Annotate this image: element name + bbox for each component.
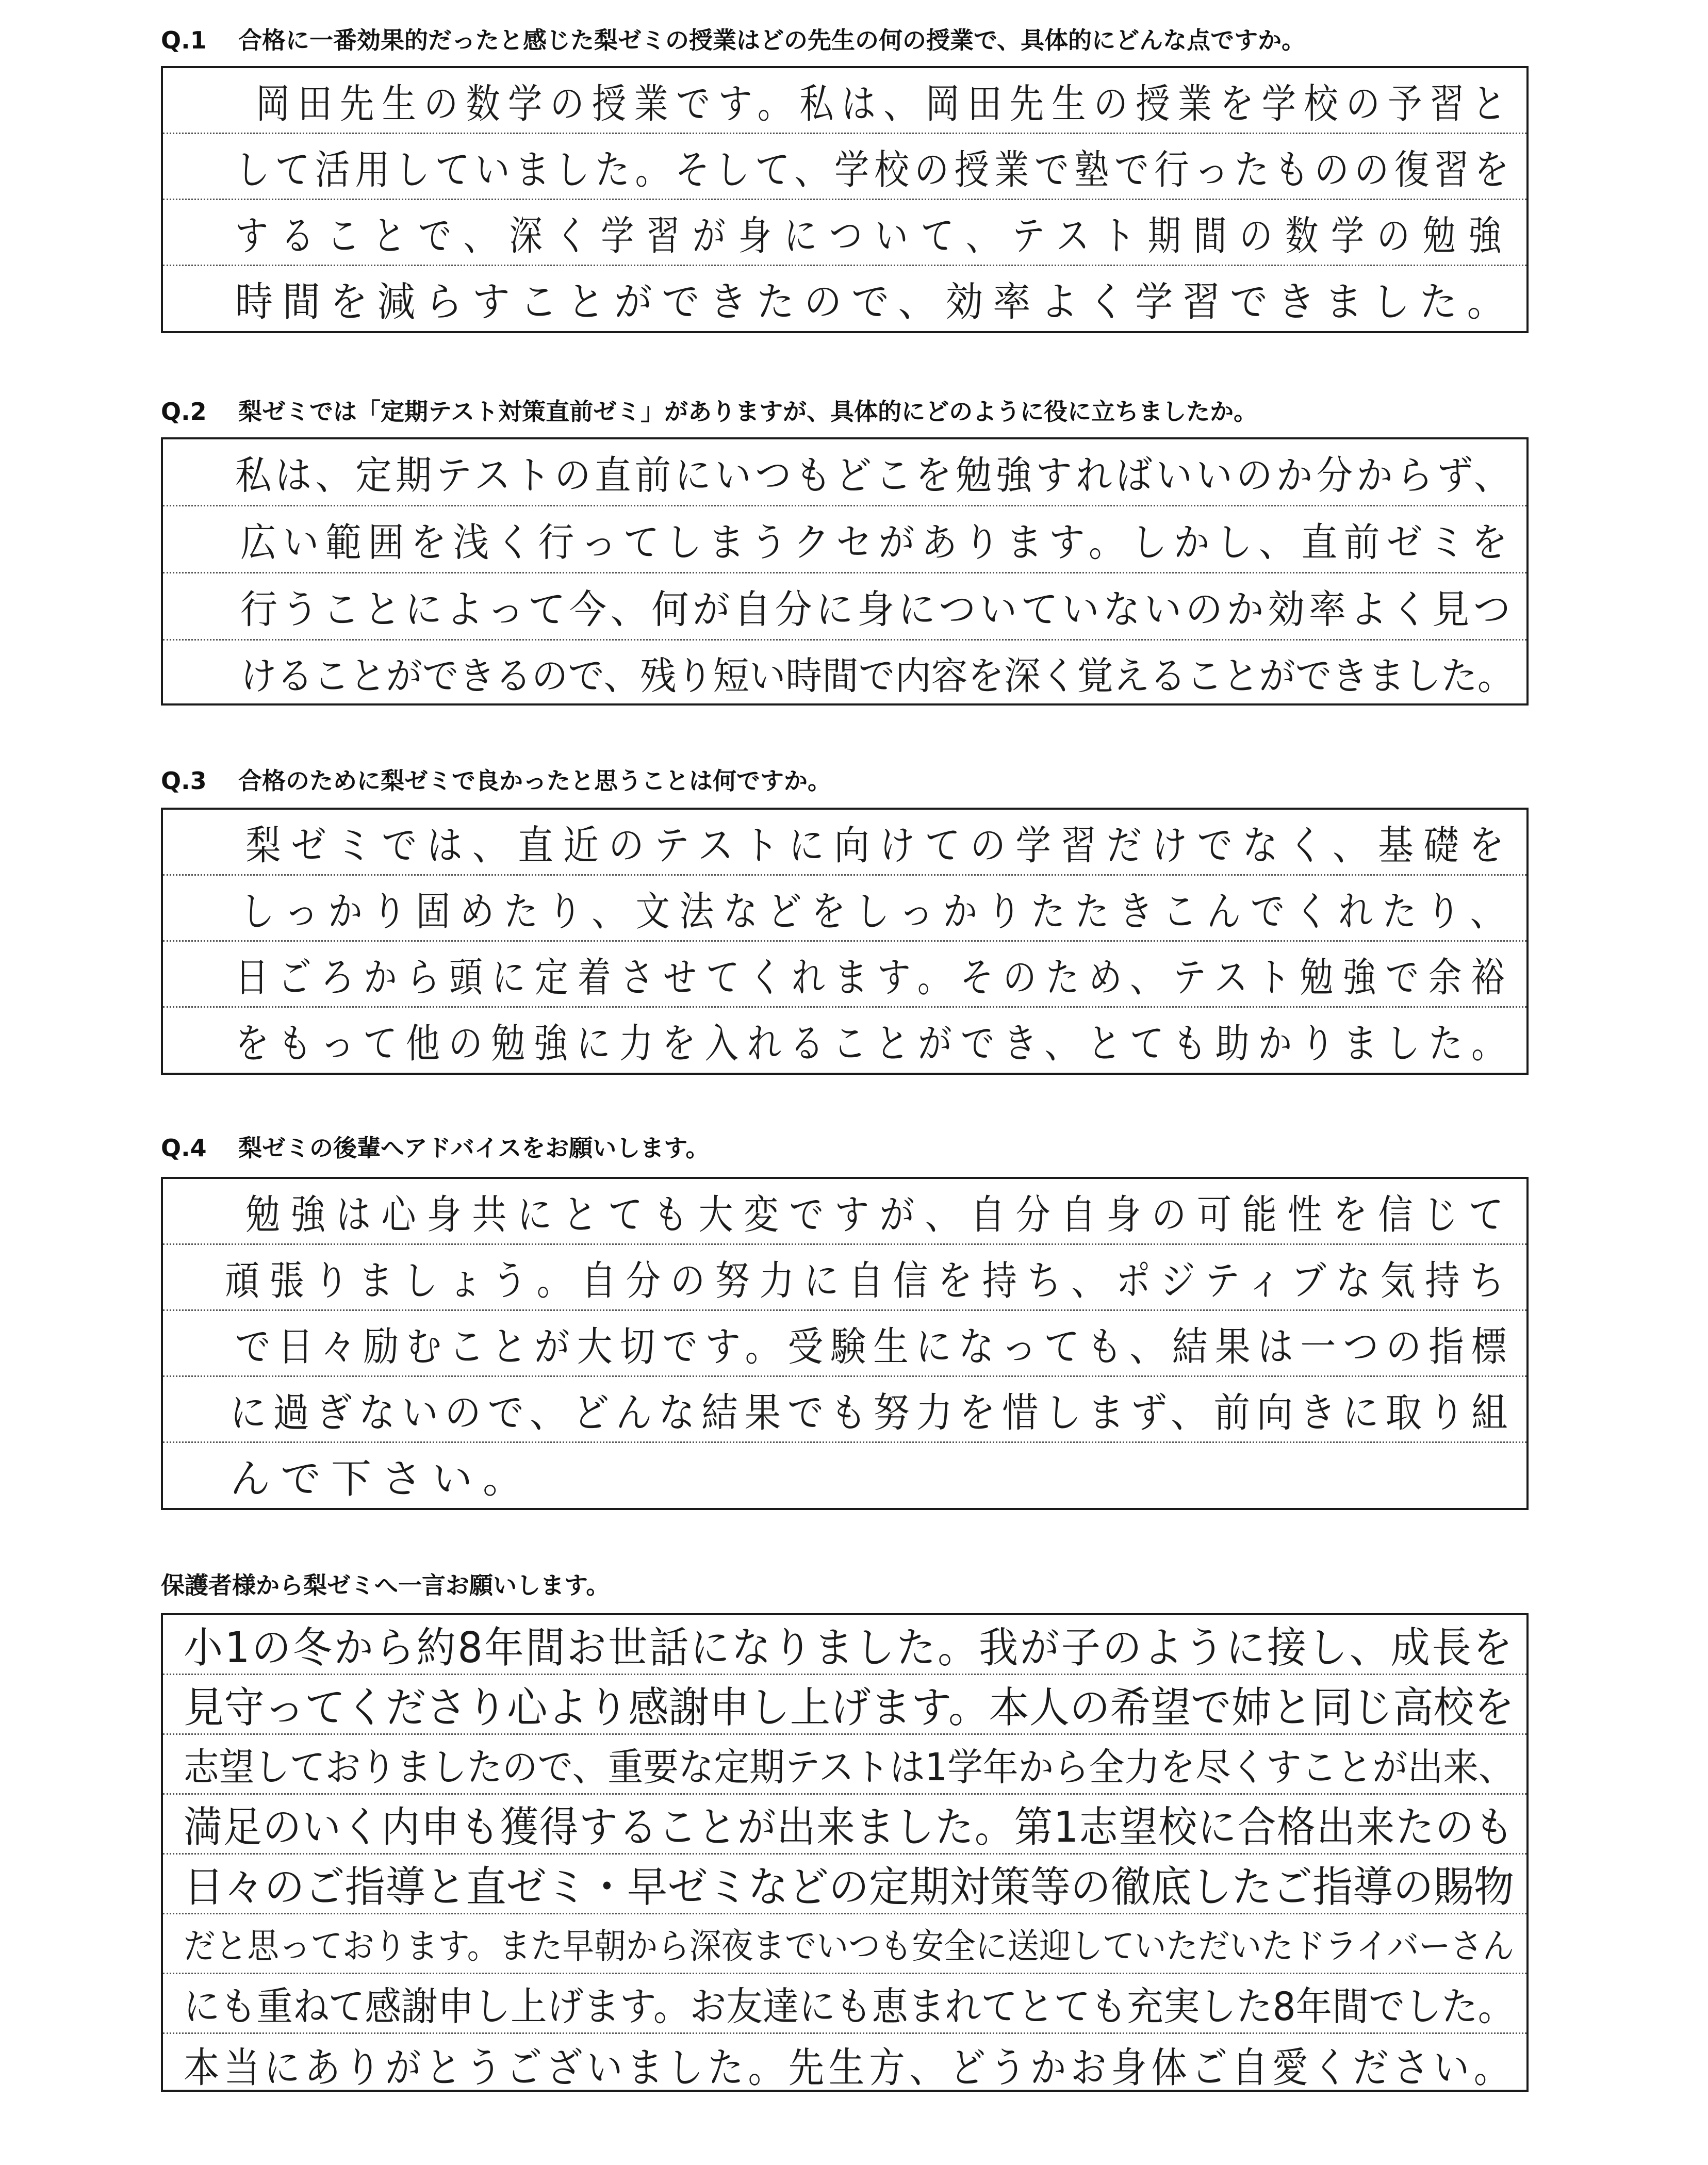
answer-line: 岡田先生の数学の授業です。私は、岡田先生の授業を学校の予習と bbox=[163, 68, 1526, 134]
question-title: 梨ゼミの後輩へアドバイスをお願いします。 bbox=[238, 1134, 710, 1162]
answer-line: することで、深く学習が身について、テスト期間の数学の勉強 bbox=[163, 200, 1526, 266]
answer-line: に過ぎないので、どんな結果でも努力を惜しまず、前向きに取り組 bbox=[163, 1377, 1526, 1443]
answer-line: だと思っております。また早朝から深夜までいつも安全に送迎していただいたドライバーさん bbox=[163, 1914, 1526, 1974]
answer-line: 勉強は心身共にとても大変ですが、自分自身の可能性を信じて bbox=[163, 1179, 1526, 1245]
answer-line: しっかり固めたり、文法などをしっかりたたきこんでくれたり、 bbox=[163, 876, 1526, 942]
answer-line: 見守ってくださり心より感謝申し上げます。本人の希望で姉と同じ高校を bbox=[163, 1675, 1526, 1735]
question-heading-q3 bbox=[161, 765, 831, 796]
answer-box-q2 bbox=[161, 437, 1529, 706]
answer-line: で日々励むことが大切です。受験生になっても、結果は一つの指標 bbox=[163, 1311, 1526, 1377]
question-title: 梨ゼミでは「定期テスト対策直前ゼミ」がありますが、具体的にどのように役に立ちましたか。 bbox=[238, 398, 1258, 425]
question-heading-q4 bbox=[161, 1133, 710, 1163]
answer-line: 私は、定期テストの直前にいつもどこを勉強すればいいのか分からず、 bbox=[163, 439, 1526, 506]
question-heading-q2 bbox=[161, 396, 1257, 427]
answer-line: 志望しておりましたので、重要な定期テストは1学年から全力を尽くすことが出来、 bbox=[163, 1735, 1526, 1795]
answer-line: をもって他の勉強に力を入れることができ、とても助かりました。 bbox=[235, 1021, 1514, 1067]
answer-line: 小1の冬から約8年間お世話になりました。我が子のように接し、成長を bbox=[163, 1615, 1526, 1675]
answer-box-q3 bbox=[161, 808, 1529, 1075]
question-title: 合格に一番効果的だったと感じた梨ゼミの授業はどの先生の何の授業で、具体的にどんな点ですか。 bbox=[238, 26, 1306, 54]
answer-line: けることができるので、残り短い時間で内容を深く覚えることができました。 bbox=[240, 654, 1514, 698]
question-number: Q.3 bbox=[161, 767, 207, 795]
answer-line: 満足のいく内申も獲得することが出来ました。第1志望校に合格出来たのも bbox=[163, 1795, 1526, 1855]
question-title: 合格のために梨ゼミで良かったと思うことは何ですか。 bbox=[238, 767, 831, 795]
answer-line: 行うことによって今、何が自分に身についていないのか効率よく見つ bbox=[163, 573, 1526, 641]
answer-line: にも重ねて感謝申し上げます。お友達にも恵まれてとても充実した8年間でした。 bbox=[163, 1974, 1526, 2034]
answer-line: 広い範囲を浅く行ってしまうクセがあります。しかし、直前ゼミを bbox=[163, 506, 1526, 573]
question-title: 保護者様から梨ゼミへ一言お願いします。 bbox=[161, 1571, 610, 1599]
answer-line: 日ごろから頭に定着させてくれます。そのため、テスト勉強で余裕 bbox=[163, 942, 1526, 1008]
question-heading-parents bbox=[161, 1570, 610, 1601]
answer-box-q4 bbox=[161, 1177, 1529, 1510]
answer-line: 頑張りましょう。自分の努力に自信を持ち、ポジティブな気持ち bbox=[163, 1245, 1526, 1311]
answer-box-q1 bbox=[161, 66, 1529, 333]
question-number: Q.1 bbox=[161, 26, 207, 54]
answer-line: 時間を減らすことができたので、効率よく学習できました。 bbox=[235, 279, 1515, 325]
question-number: Q.2 bbox=[161, 398, 207, 425]
answer-line: んで下さい。 bbox=[230, 1456, 534, 1502]
answer-line: 梨ゼミでは、直近のテストに向けての学習だけでなく、基礎を bbox=[163, 810, 1526, 876]
question-heading-q1 bbox=[161, 25, 1305, 56]
answer-line: 本当にありがとうございました。先生方、どうかお身体ご自愛ください。 bbox=[184, 2043, 1515, 2092]
answer-box-parents bbox=[161, 1613, 1529, 2092]
question-number: Q.4 bbox=[161, 1134, 207, 1162]
answer-line: 日々のご指導と直ゼミ・早ゼミなどの定期対策等の徹底したご指導の賜物 bbox=[163, 1855, 1526, 1914]
answer-line: して活用していました。そして、学校の授業で塾で行ったものの復習を bbox=[163, 134, 1526, 200]
